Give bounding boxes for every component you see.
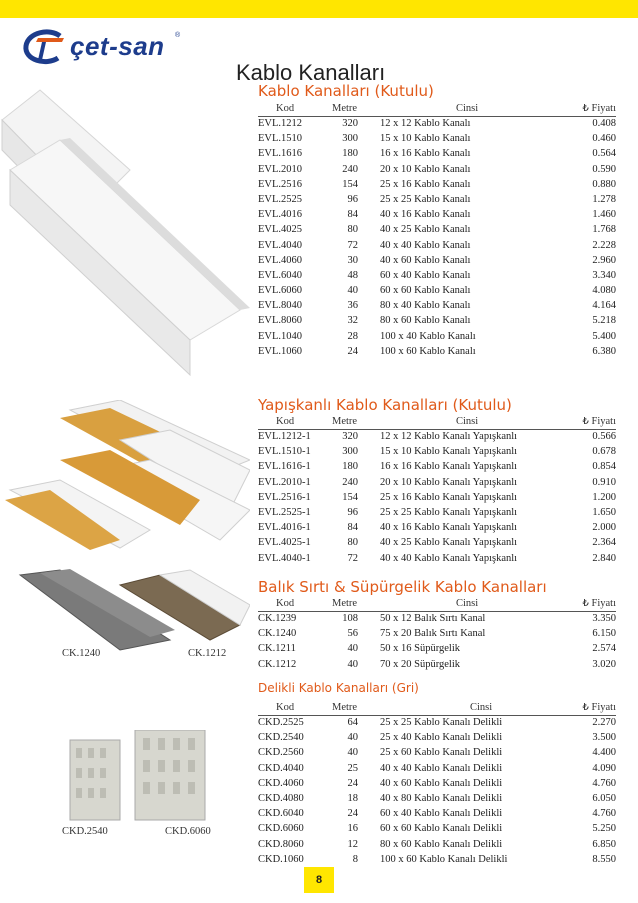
perforated-grey-duct-image [40,730,230,830]
table-balik-sirti [258,613,616,674]
caption-ckd6060: CKD.6060 [165,826,211,837]
cell-fiyat: 3.340 [592,269,616,281]
cell-kod: EVL.1040 [258,330,303,342]
lira-icon: ₺ [582,416,589,427]
cell-metre: 40 [347,658,358,670]
table-row [258,522,616,537]
section-title-kutulu: Kablo Kanalları (Kutulu) [258,82,434,100]
table-row [258,194,616,209]
cell-kod: CKD.1060 [258,853,304,865]
header-metre: Metre [332,598,358,609]
cell-kod: EVL.4040-1 [258,552,311,564]
cell-metre: 30 [347,254,358,266]
white-cable-duct-image [0,80,250,380]
header-divider [258,429,616,430]
cell-cinsi: 40 x 25 Kablo Kanalı Yapışkanlı [380,537,518,549]
cell-fiyat: 2.228 [592,239,616,251]
cell-cinsi: 60 x 60 Kablo Kanalı [380,285,471,297]
table-row [258,823,616,838]
cell-kod: CKD.4060 [258,777,304,789]
cell-cinsi: 16 x 16 Kablo Kanalı Yapışkanlı [380,461,518,473]
cell-fiyat: 6.380 [592,345,616,357]
cell-fiyat: 0.408 [592,118,616,129]
cell-metre: 24 [347,777,358,789]
cell-kod: EVL.2525-1 [258,506,311,518]
header-metre: Metre [332,103,358,114]
header-divider [258,116,616,117]
cell-kod: EVL.4016 [258,209,303,221]
table-row [258,492,616,507]
cell-fiyat: 5.400 [592,330,616,342]
cell-cinsi: 60 x 40 Kablo Kanalı [380,269,471,281]
cell-kod: EVL.8040 [258,300,303,312]
table-row [258,507,616,522]
table-row [258,240,616,255]
cell-kod: EVL.1212 [258,118,303,129]
cell-fiyat: 4.080 [592,285,616,297]
cell-kod: CKD.2540 [258,732,304,744]
cell-fiyat: 5.218 [592,315,616,327]
cell-kod: CK.1211 [258,643,296,655]
cell-cinsi: 50 x 16 Süpürgelik [380,643,461,655]
cell-cinsi: 80 x 60 Kablo Kanalı [380,315,471,327]
table-row [258,477,616,492]
table-header [258,416,616,428]
header-cinsi: Cinsi [456,598,479,609]
cell-kod: EVL.8060 [258,315,303,327]
lira-icon: ₺ [582,702,589,713]
cell-fiyat: 4.400 [592,747,616,759]
cell-fiyat: 3.350 [592,613,616,624]
cell-cinsi: 16 x 16 Kablo Kanalı [380,148,471,160]
lira-icon: ₺ [582,598,589,609]
cell-metre: 8 [352,853,358,865]
table-row [258,209,616,224]
cell-fiyat: 0.564 [592,148,616,160]
cell-metre: 25 [347,762,358,774]
cell-fiyat: 4.760 [592,777,616,789]
table-header [258,103,616,115]
table-row [258,747,616,762]
table-row [258,118,616,133]
cell-fiyat: 5.250 [592,823,616,835]
cell-metre: 84 [347,522,358,534]
cell-fiyat: 6.050 [592,792,616,804]
cell-cinsi: 25 x 25 Kablo Kanalı Yapışkanlı [380,506,518,518]
cell-kod: CK.1240 [258,628,297,640]
header-fiyat: Fiyatı [591,702,616,713]
cell-metre: 40 [347,285,358,297]
cell-kod: CKD.6040 [258,808,304,820]
table-row [258,808,616,823]
cell-metre: 28 [347,330,358,342]
cell-cinsi: 25 x 60 Kablo Kanalı Delikli [380,747,503,759]
cell-cinsi: 40 x 16 Kablo Kanalı Yapışkanlı [380,522,518,534]
cell-cinsi: 25 x 40 Kablo Kanalı Delikli [380,732,503,744]
cell-fiyat: 4.164 [592,300,616,312]
cell-metre: 56 [347,628,358,640]
cell-cinsi: 75 x 20 Balık Sırtı Kanal [380,628,486,640]
cell-cinsi: 60 x 40 Kablo Kanalı Delikli [380,808,503,820]
table-row [258,793,616,808]
cell-metre: 72 [347,552,358,564]
cell-kod: EVL.2516 [258,178,303,190]
cell-kod: EVL.2525 [258,193,303,205]
cell-kod: CKD.6060 [258,823,304,835]
header-cinsi: Cinsi [456,103,479,114]
cell-kod: EVL.1060 [258,345,303,357]
cell-fiyat: 4.760 [592,808,616,820]
cell-cinsi: 15 x 10 Kablo Kanalı [380,133,471,145]
cell-metre: 16 [347,823,358,835]
cell-metre: 240 [342,163,358,175]
table-row [258,778,616,793]
cell-metre: 320 [342,431,358,442]
cell-cinsi: 100 x 60 Kablo Kanalı Delikli [380,853,508,865]
logo-mark-icon [20,28,70,68]
cell-metre: 180 [342,148,358,160]
cell-fiyat: 0.460 [592,133,616,145]
cell-kod: CKD.4080 [258,792,304,804]
cell-metre: 32 [347,315,358,327]
cell-metre: 108 [342,613,358,624]
cell-metre: 24 [347,808,358,820]
cell-kod: EVL.6060 [258,285,303,297]
table-row [258,461,616,476]
top-color-bar [0,0,638,18]
header-cinsi: Cinsi [456,416,479,427]
section-title-balik-sirti: Balık Sırtı & Süpürgelik Kablo Kanalları [258,578,547,596]
table-row [258,732,616,747]
table-row [258,133,616,148]
table-row [258,839,616,854]
header-divider [258,611,616,612]
cell-cinsi: 70 x 20 Süpürgelik [380,658,461,670]
cell-metre: 80 [347,537,358,549]
cell-kod: EVL.4040 [258,239,303,251]
cell-fiyat: 2.270 [592,717,616,728]
cell-fiyat: 1.278 [592,193,616,205]
cell-fiyat: 8.550 [592,853,616,865]
table-row [258,628,616,643]
table-yapiskanli [258,431,616,568]
cell-kod: CK.1212 [258,658,297,670]
cell-cinsi: 100 x 60 Kablo Kanalı [380,345,476,357]
cell-kod: EVL.1212-1 [258,431,311,442]
cell-metre: 72 [347,239,358,251]
cell-cinsi: 40 x 40 Kablo Kanalı Delikli [380,762,503,774]
cell-metre: 180 [342,461,358,473]
cell-cinsi: 40 x 60 Kablo Kanalı [380,254,471,266]
cell-kod: EVL.4016-1 [258,522,311,534]
table-row [258,431,616,446]
caption-ck1212: CK.1212 [188,648,227,659]
cell-cinsi: 60 x 60 Kablo Kanalı Delikli [380,823,503,835]
cell-kod: EVL.4025-1 [258,537,311,549]
cell-fiyat: 1.200 [592,491,616,503]
header-kod: Kod [276,598,295,609]
cell-kod: CKD.8060 [258,838,304,850]
cell-cinsi: 40 x 60 Kablo Kanalı Delikli [380,777,503,789]
cell-cinsi: 80 x 60 Kablo Kanalı Delikli [380,838,503,850]
lira-icon: ₺ [582,103,589,114]
caption-ckd2540: CKD.2540 [62,826,108,837]
table-row [258,446,616,461]
header-cinsi: Cinsi [470,702,493,713]
cell-kod: CKD.4040 [258,762,304,774]
cell-kod: EVL.6040 [258,269,303,281]
cell-cinsi: 25 x 16 Kablo Kanalı Yapışkanlı [380,491,518,503]
table-row [258,224,616,239]
cell-metre: 12 [347,838,358,850]
cell-metre: 40 [347,747,358,759]
cell-fiyat: 0.854 [592,461,616,473]
table-row [258,537,616,552]
cell-fiyat: 2.840 [592,552,616,564]
table-row [258,613,616,628]
header-kod: Kod [276,702,295,713]
cell-metre: 300 [342,446,358,458]
cell-cinsi: 40 x 80 Kablo Kanalı Delikli [380,792,503,804]
table-row [258,331,616,346]
cell-metre: 36 [347,300,358,312]
table-row [258,315,616,330]
cell-kod: EVL.2010-1 [258,476,311,488]
cell-cinsi: 20 x 10 Kablo Kanalı [380,163,471,175]
cell-kod: EVL.4025 [258,224,303,236]
cell-cinsi: 40 x 16 Kablo Kanalı [380,209,471,221]
cell-fiyat: 2.960 [592,254,616,266]
header-metre: Metre [332,702,358,713]
cell-cinsi: 25 x 16 Kablo Kanalı [380,178,471,190]
cell-fiyat: 1.650 [592,506,616,518]
cell-fiyat: 3.020 [592,658,616,670]
header-fiyat: Fiyatı [591,416,616,427]
table-row [258,300,616,315]
cell-fiyat: 2.364 [592,537,616,549]
cell-fiyat: 2.000 [592,522,616,534]
table-row [258,659,616,674]
cell-kod: EVL.4060 [258,254,303,266]
cell-fiyat: 0.910 [592,476,616,488]
cell-metre: 40 [347,732,358,744]
table-row [258,763,616,778]
cell-metre: 18 [347,792,358,804]
cell-metre: 154 [342,178,358,190]
cell-fiyat: 4.090 [592,762,616,774]
cell-metre: 84 [347,209,358,221]
cell-fiyat: 0.590 [592,163,616,175]
cell-kod: EVL.2516-1 [258,491,311,503]
cell-cinsi: 50 x 12 Balık Sırtı Kanal [380,613,486,624]
brand-name: çet-san [70,31,165,61]
section-title-delikli: Delikli Kablo Kanalları (Gri) [258,681,419,695]
cell-cinsi: 100 x 40 Kablo Kanalı [380,330,476,342]
cell-fiyat: 1.460 [592,209,616,221]
cell-kod: EVL.1510 [258,133,303,145]
table-row [258,270,616,285]
cell-cinsi: 40 x 40 Kablo Kanalı Yapışkanlı [380,552,518,564]
cell-cinsi: 40 x 40 Kablo Kanalı [380,239,471,251]
cell-cinsi: 12 x 12 Kablo Kanalı [380,118,471,129]
cell-kod: EVL.1616-1 [258,461,311,473]
cell-metre: 320 [342,118,358,129]
table-row [258,148,616,163]
table-row [258,255,616,270]
cell-kod: EVL.2010 [258,163,303,175]
cell-fiyat: 1.768 [592,224,616,236]
header-divider [258,715,616,716]
table-row [258,717,616,732]
page-number: 8 [304,867,334,893]
cell-kod: CKD.2560 [258,747,304,759]
cell-fiyat: 0.880 [592,178,616,190]
cell-metre: 240 [342,476,358,488]
cell-metre: 154 [342,491,358,503]
table-delikli [258,717,616,869]
fishbone-skirting-duct-image [0,565,250,655]
cell-metre: 300 [342,133,358,145]
section-title-yapiskanli: Yapışkanlı Kablo Kanalları (Kutulu) [258,396,512,414]
cell-metre: 64 [347,717,358,728]
header-fiyat: Fiyatı [591,103,616,114]
cell-metre: 48 [347,269,358,281]
cell-kod: EVL.1510-1 [258,446,311,458]
adhesive-cable-duct-image [0,400,250,550]
brand-logo [20,28,190,68]
table-header [258,702,616,714]
cell-cinsi: 80 x 40 Kablo Kanalı [380,300,471,312]
cell-cinsi: 20 x 10 Kablo Kanalı Yapışkanlı [380,476,518,488]
header-kod: Kod [276,416,295,427]
table-row [258,553,616,568]
cell-cinsi: 25 x 25 Kablo Kanalı Delikli [380,717,503,728]
cell-fiyat: 6.150 [592,628,616,640]
table-row [258,346,616,361]
cell-metre: 96 [347,193,358,205]
cell-cinsi: 40 x 25 Kablo Kanalı [380,224,471,236]
header-fiyat: Fiyatı [591,598,616,609]
cell-kod: CK.1239 [258,613,297,624]
cell-kod: EVL.1616 [258,148,303,160]
cell-cinsi: 25 x 25 Kablo Kanalı [380,193,471,205]
cell-cinsi: 12 x 12 Kablo Kanalı Yapışkanlı [380,431,518,442]
table-row [258,285,616,300]
header-metre: Metre [332,416,358,427]
table-header [258,598,616,610]
table-row [258,164,616,179]
page-title: Kablo Kanalları [236,60,386,85]
caption-ck1240: CK.1240 [62,648,101,659]
table-row [258,179,616,194]
cell-fiyat: 6.850 [592,838,616,850]
cell-fiyat: 3.500 [592,732,616,744]
header-kod: Kod [276,103,295,114]
cell-fiyat: 0.566 [592,431,616,442]
cell-fiyat: 2.574 [592,643,616,655]
cell-metre: 80 [347,224,358,236]
cell-metre: 96 [347,506,358,518]
table-kutulu [258,118,616,361]
cell-cinsi: 15 x 10 Kablo Kanalı Yapışkanlı [380,446,518,458]
cell-fiyat: 0.678 [592,446,616,458]
cell-metre: 40 [347,643,358,655]
table-row [258,643,616,658]
cell-metre: 24 [347,345,358,357]
cell-kod: CKD.2525 [258,717,304,728]
registered-mark: ® [175,32,181,39]
